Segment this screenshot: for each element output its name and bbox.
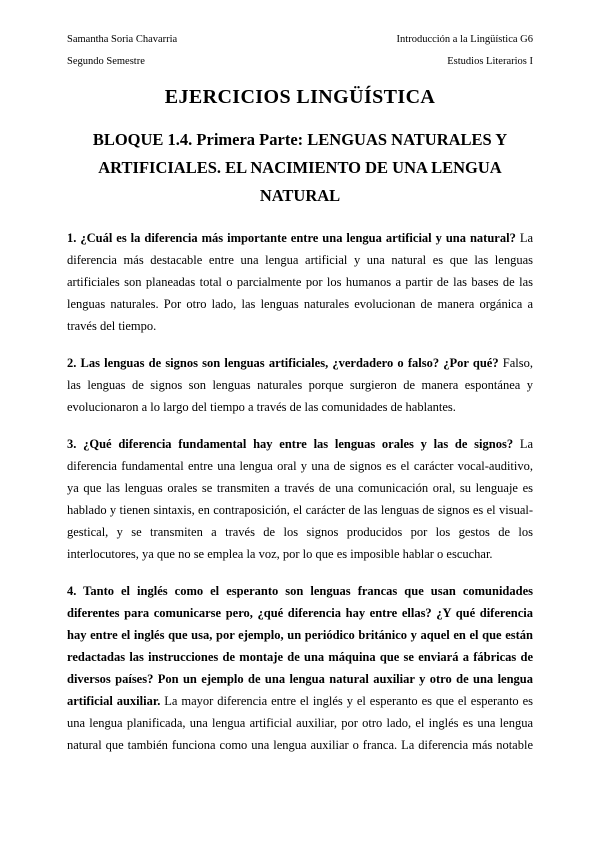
answer-2-text: Falso, las lenguas de signos son lenguas naturales porque surgieron de manera espontánea y evolucionaron a lo largo del tiempo a través de las comunidades de hablantes. bbox=[67, 356, 534, 414]
header-course: Introducción a la Lingüística G6 bbox=[396, 34, 533, 45]
header-author: Samantha Soria Chavarria bbox=[67, 34, 178, 45]
question-paragraph-3 bbox=[67, 433, 533, 565]
question-4-text: 4. Tanto el inglés como el esperanto son lenguas francas que usan comunidades diferentes para comunicarse pero, ¿qué diferencia hay entre ellas? ¿Y qué diferencia hay entre el inglés que usa, por ejemplo, un periódico británico y aquel en el que están redactadas las instrucciones de montaje de una máquina que se enviará a fábricas de diversos países? Pon un ejemplo de una lengua natural auxiliar y otro de una lengua artificial auxiliar. bbox=[67, 584, 533, 708]
answer-3-text: La diferencia fundamental entre una lengua oral y una de signos es el carácter vocal-auditivo, ya que las lenguas orales se transmiten a través de una comunicación oral, su lenguaje es hablado y tienen sintaxis, en contraposición, el carácter de las lenguas de signos es el visual-gestical, y se transmiten a través de los signos producidos por los gestos de los interlocutores, ya que no se emplea la voz, por lo que es imposible hablar o escuchar. bbox=[67, 437, 534, 561]
question-paragraph-2 bbox=[67, 352, 533, 418]
question-2-text: 2. Las lenguas de signos son lenguas artificiales, ¿verdadero o falso? ¿Por qué? bbox=[67, 356, 499, 370]
question-paragraph-1 bbox=[67, 227, 533, 337]
document-body bbox=[67, 227, 533, 756]
question-1-text: 1. ¿Cuál es la diferencia más importante entre una lengua artificial y una natural? bbox=[67, 231, 516, 245]
header-program: Estudios Literarios I bbox=[447, 56, 533, 67]
question-paragraph-4 bbox=[67, 580, 533, 756]
header-left-block bbox=[67, 29, 177, 73]
subtitle-line-1: BLOQUE 1.4. Primera Parte: LENGUAS NATURALES Y bbox=[92, 130, 508, 149]
header-semester: Segundo Semestre bbox=[67, 56, 145, 67]
answer-1-text: La diferencia más destacable entre una lengua artificial y una natural es que las lenguas artificiales son planeadas total o parcialmente por los humanos a partir de las bases de las lenguas naturales. Por otro lado, las lenguas naturales evolucionan de manera orgánica a través del tiempo. bbox=[67, 231, 533, 333]
header-right-block bbox=[397, 29, 533, 73]
document-header bbox=[67, 29, 533, 73]
answer-4-text: La mayor diferencia entre el inglés y el esperanto es que el esperanto es una lengua planificada, una lengua artificial auxiliar, por otro lado, el inglés es una lengua natural que también funciona como una lengua auxiliar o franca. La diferencia más notable bbox=[67, 694, 534, 752]
document-subtitle bbox=[67, 126, 533, 210]
question-3-text: 3. ¿Qué diferencia fundamental hay entre las lenguas orales y las de signos? bbox=[67, 437, 514, 451]
document-title: EJERCICIOS LINGÜÍSTICA bbox=[164, 86, 436, 108]
subtitle-line-2: ARTIFICIALES. EL NACIMIENTO DE UNA LENGUA bbox=[98, 158, 502, 177]
subtitle-line-3: NATURAL bbox=[259, 186, 341, 205]
